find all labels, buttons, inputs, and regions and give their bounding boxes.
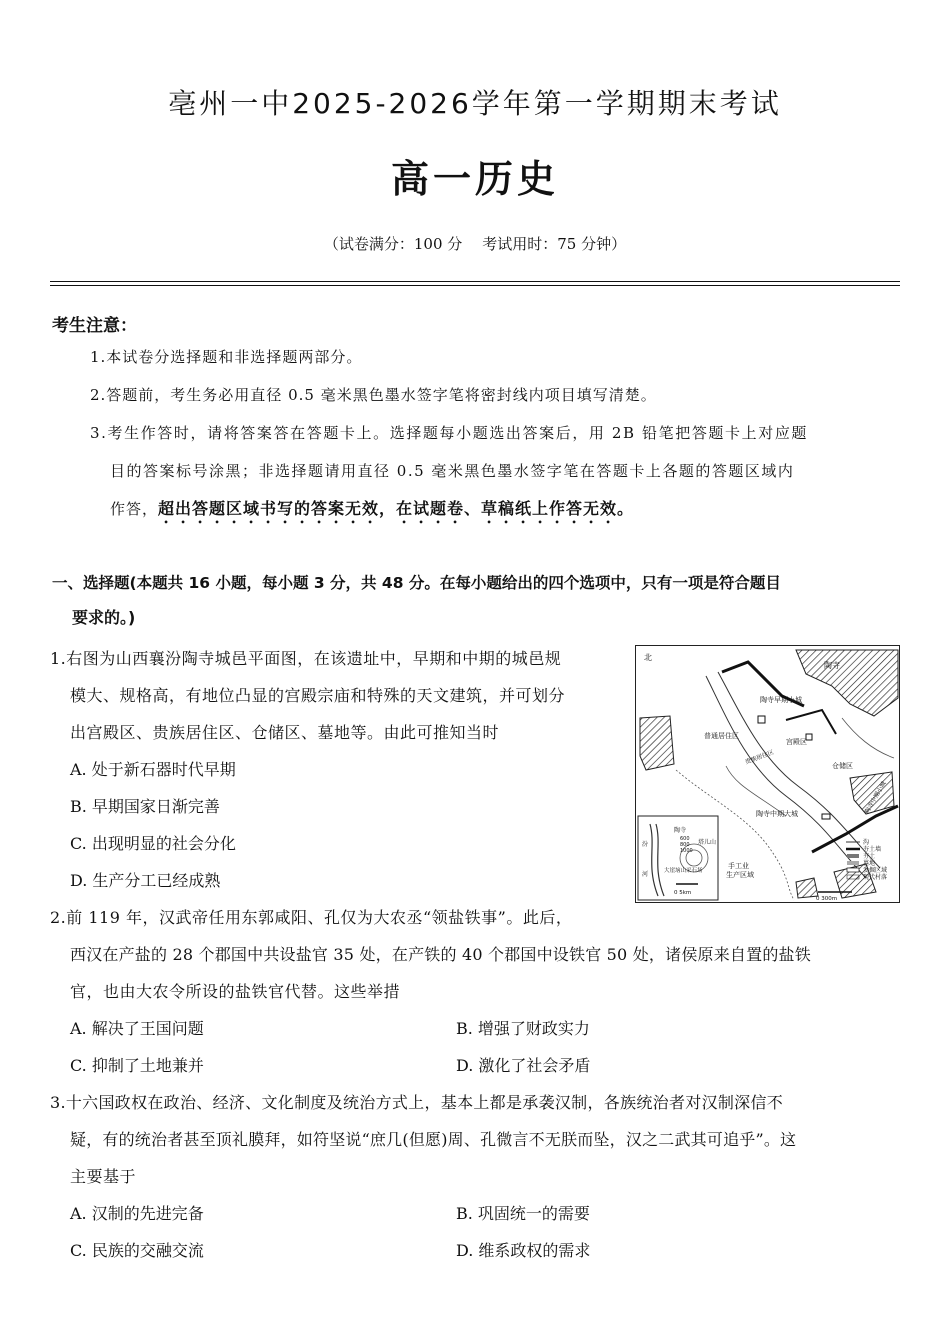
- village-west: [640, 716, 674, 770]
- q2-stem-line-1: 2.前 119 年，汉武帝任用东郭咸阳、孔仅为大农丞“领盐铁事”。此后，: [50, 908, 573, 927]
- inset-label-taosi: 陶寺: [674, 827, 687, 834]
- q1-option-b: B. 早期国家日渐完善: [70, 797, 220, 816]
- q1-stem-line-1: 1.右图为山西襄汾陶寺城邑平面图，在该遗址中，早期和中期的城邑规: [50, 649, 562, 668]
- inset-contour-600: 600: [680, 836, 690, 842]
- q1-stem-line-3: 出宫殿区、贵族居住区、仓储区、墓地等。由此可推知当时: [70, 723, 500, 742]
- exam-meta: [0, 233, 950, 254]
- q3-stem-line-3: 主要基于: [70, 1167, 137, 1186]
- legend-rammed-earth: 夯土: [863, 853, 876, 860]
- subject-title: 高一历史: [390, 157, 559, 201]
- q1-option-c: C. 出现明显的社会分化: [70, 834, 236, 853]
- score-note: （试卷满分：100 分: [323, 235, 463, 253]
- q2-stem-line-3: 官，也由大农令所设的盐铁官代替。这些举措: [70, 982, 401, 1001]
- q2-stem-line-2: 西汉在产盐的 28 个郡国中共设盐官 35 处，在产铁的 40 个郡国中设铁官 50 处，诸侯原来自置的盐铁: [70, 945, 811, 964]
- q3-stem-line-1: 3.十六国政权在政治、经济、文化制度及统治方式上，基本上都是承袭汉制，各族统治者对汉制深信不: [50, 1093, 784, 1112]
- q1-option-a: A. 处于新石器时代早期: [70, 760, 236, 779]
- section-1-instruction-line-2: 要求的。): [72, 608, 136, 627]
- map-label-mid-city: 陶寺中期大城: [756, 810, 798, 818]
- map-label-craft-1: 手工业: [728, 862, 749, 870]
- legend-gully: 沟: [863, 839, 870, 846]
- notice-item-3-line-2: 目的答案标号涂黑；非选择题请用直径 0.5 毫米黑色墨水签字笔在答题卡上各题的答题区域内: [110, 462, 795, 480]
- q1-stem-line-2: 模大、规格高，有地位凸显的宫殿宗庙和特殊的天文建筑，并可划分: [70, 686, 566, 705]
- map-scale: 0 300m: [816, 896, 838, 902]
- q2-option-c: C. 抑制了土地兼并: [70, 1056, 204, 1075]
- q3-stem-line-2: 疑，有的统治者甚至顶礼膜拜，如符坚说“庶几(但愿)周、孔微言不无朕而坠，汉之二武其可追乎”。这: [70, 1130, 797, 1149]
- notice-heading: 考生注意：: [52, 316, 137, 336]
- q3-option-d: D. 维系政权的需求: [456, 1241, 591, 1260]
- map-label-storage: 仓储区: [832, 762, 853, 770]
- inset-label-quarry: 大崖垴山采石场: [664, 868, 703, 874]
- notice-item-3-line-1: 3.考生作答时，请将答案答在答题卡上。选择题每小题选出答案后，用 2B 铅笔把答题卡上对应题: [90, 424, 809, 442]
- map-label-taosi: 陶寺: [824, 661, 840, 670]
- inset-contour-1000: 1000: [680, 848, 693, 854]
- legend-excavation: 发掘区域: [863, 867, 888, 874]
- map-label-noble: 贵族居住区: [744, 749, 775, 766]
- inset-label-river-2: 河: [642, 871, 649, 878]
- exam-title: 亳州一中2025-2026学年第一学期期末考试: [168, 87, 782, 120]
- map-label-early-city: 陶寺早期小城: [760, 696, 802, 704]
- time-note: 考试用时：75 分钟）: [482, 235, 627, 253]
- notice-item-3-prefix: 作答，: [110, 500, 159, 518]
- inset-scale: 0 5km: [674, 890, 692, 896]
- legend-village: 现代村落: [863, 874, 888, 881]
- q1-option-d: D. 生产分工已经成熟: [70, 871, 221, 890]
- inset-contour-800: 800: [680, 842, 690, 848]
- village-taosi: [796, 650, 898, 716]
- map-north-label: 北: [644, 653, 652, 662]
- q3-option-b: B. 巩固统一的需要: [456, 1204, 590, 1223]
- inset-label-tower: 塔儿山: [698, 839, 717, 846]
- header-rule-top: [50, 281, 900, 282]
- notice-item-2: 2.答题前，考生务必用直径 0.5 毫米黑色墨水签字笔将密封线内项目填写清楚。: [90, 386, 657, 404]
- q2-option-b: B. 增强了财政实力: [456, 1019, 590, 1038]
- section-1-instruction-line-1: 一、选择题(本题共 16 小题，每小题 3 分，共 48 分。在每小题给出的四个选项中，只有一项是符合题目: [52, 574, 781, 592]
- mid-city-wall: [812, 806, 898, 852]
- map-label-craft-2: 生产区域: [726, 871, 754, 879]
- village-mid: [796, 878, 818, 898]
- notice-emphasis: 超出答题区域书写的答案无效，在试题卷、草稿纸上作答无效。: [158, 499, 635, 518]
- q3-option-a: A. 汉制的先进完备: [70, 1204, 204, 1223]
- legend-wall: 夯土墙: [863, 846, 882, 853]
- q3-option-c: C. 民族的交融交流: [70, 1241, 204, 1260]
- legend-cemetery: 墓地: [863, 860, 876, 867]
- notice-item-3-line-3: [110, 496, 634, 527]
- inset-label-river: 汾: [642, 841, 649, 848]
- q2-option-a: A. 解决了王国问题: [70, 1019, 204, 1038]
- header-rule-bottom: [50, 285, 900, 286]
- q2-option-d: D. 激化了社会矛盾: [456, 1056, 591, 1075]
- notice-item-1: 1.本试卷分选择题和非选择题两部分。: [90, 348, 363, 366]
- taosi-site-map: [635, 645, 900, 903]
- map-label-palace: 宫殿区: [786, 738, 807, 746]
- map-label-mid-small: 陶寺中期小城: [863, 780, 888, 815]
- map-label-residential: 普通居住区: [704, 732, 739, 740]
